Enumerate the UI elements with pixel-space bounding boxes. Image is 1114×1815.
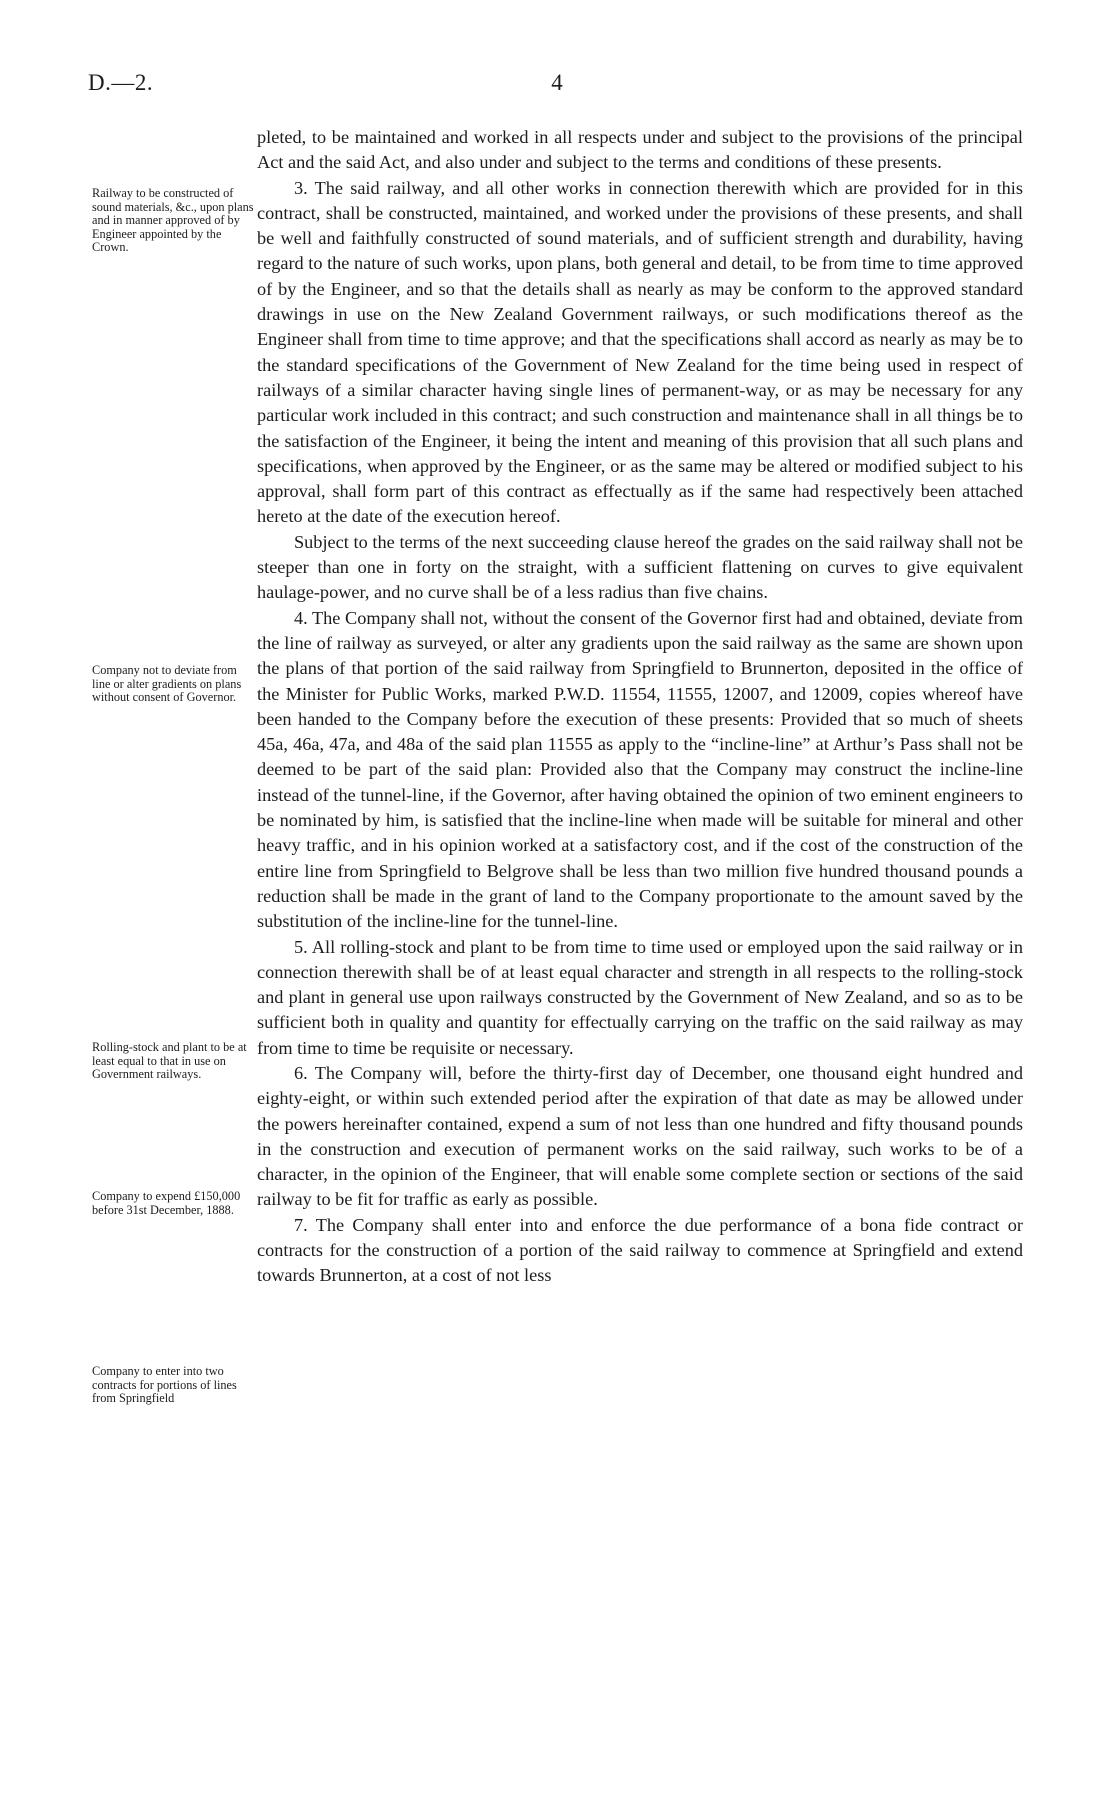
paragraph-clause-7: 7. The Company shall enter into and enforce the due performance of a bona fide contract or contracts for the construction of a portion of the said railway to commence at Springfield and extend towards Brunnerton, at a cost of not less (257, 1214, 1023, 1286)
body-text (257, 125, 1023, 1289)
paragraph-continuation: pleted, to be maintained and worked in all respects under and subject to the provisions of the principal Act and the said Act, and also under and subject to the terms and conditions of these presents. (257, 127, 1023, 173)
paragraph-clause-3: 3. The said railway, and all other works in connection therewith which are provided for in this contract, shall be constructed, maintained, and worked under the provisions of these presents, and shall be well and faithfully constructed of sound materials, and of sufficient strength and durability, having regard to the nature of such works, upon plans, both general and detail, to be from time to time approved of by the Engineer, and so that the details shall as nearly as may be conform to the approved standard drawings in use on the New Zealand Government railways, or such modifications thereof as the Engineer shall from time to time approve; and that the specifications shall accord as nearly as may be to the standard specifications of the Government of New Zealand for the time being used in respect of railways of a similar character having single lines of permanent-way, or as may be necessary for any particular work included in this contract; and such construction and maintenance shall in all things be to the satisfaction of the Engineer, it being the intent and meaning of this provision that all such plans and specifications, when approved by the Engineer, or as the same may be altered or modified subject to his approval, shall form part of this contract as effectually as if the same had respectively been attached hereto at the date of the execution hereof. (257, 177, 1023, 527)
page-number: 4 (551, 70, 563, 95)
document-reference: D.—2. (88, 70, 154, 95)
paragraph-clause-5: 5. All rolling-stock and plant to be from time to time used or employed upon the said railway or in connection therewith shall be of at least equal character and strength in all respects to the rolling-stock and plant in general use upon railways constructed by the Government of New Zealand, and so as to be sufficient both in quality and quantity for effectually carrying on the traffic on the said railway as may from time to time be requisite or necessary. (257, 936, 1023, 1058)
paragraph-clause-6: 6. The Company will, before the thirty-first day of December, one thousand eight hundred and eighty-eight, or within such extended period after the expiration of that date as may be allowed under the powers hereinafter contained, expend a sum of not less than one hundred and fifty thousand pounds in the construction and execution of permanent works on the said railway, such works to be of a character, in the opinion of the Engineer, that will enable some complete section or sections of the said railway to be fit for traffic as early as possible. (257, 1062, 1023, 1210)
margin-note-clause-4: Company not to deviate from line or alter gradients on plans without consent of Governor. (92, 663, 242, 705)
margin-note-clause-3: Railway to be constructed of sound materials, &c., upon plans and in manner approved of by Engineer appointed by the Crown. (92, 186, 254, 255)
paragraph-grades: Subject to the terms of the next succeeding clause hereof the grades on the said railway shall not be steeper than one in forty on the straight, with a sufficient flattening on curves to give equivalent haulage-power, and no curve shall be of a less radius than five chains. (257, 531, 1023, 603)
margin-note-clause-7: Company to enter into two contracts for portions of lines from Springfield (92, 1364, 237, 1406)
paragraph-clause-4: 4. The Company shall not, without the consent of the Governor first had and obtained, deviate from the line of railway as surveyed, or alter any gradients upon the said railway as the same are shown upon the plans of that portion of the said railway from Springfield to Brunnerton, deposited in the office of the Minister for Public Works, marked P.W.D. 11554, 11555, 12007, and 12009, copies whereof have been handed to the Company before the execution of these presents: Provided that so much of sheets 45a, 46a, 47a, and 48a of the said plan 11555 as apply to the “incline-line” at Arthur’s Pass shall not be deemed to be part of the said plan: Provided also that the Company may construct the incline-line instead of the tunnel-line, if the Governor, after having obtained the opinion of two eminent engineers to be nominated by him, is satisfied that the incline-line when made will be suitable for mineral and other heavy traffic, and in his opinion worked at a satisfactory cost, and if the cost of the construction of the entire line from Springfield to Belgrove shall be less than two million five hundred thousand pounds a reduction shall be made in the grant of land to the Company proportionate to the amount saved by the substitution of the incline-line for the tunnel-line. (257, 607, 1023, 932)
margin-note-clause-6: Company to expend £150,000 before 31st December, 1888. (92, 1189, 241, 1217)
margin-note-clause-5: Rolling-stock and plant to be at least equal to that in use on Government railways. (92, 1040, 247, 1082)
